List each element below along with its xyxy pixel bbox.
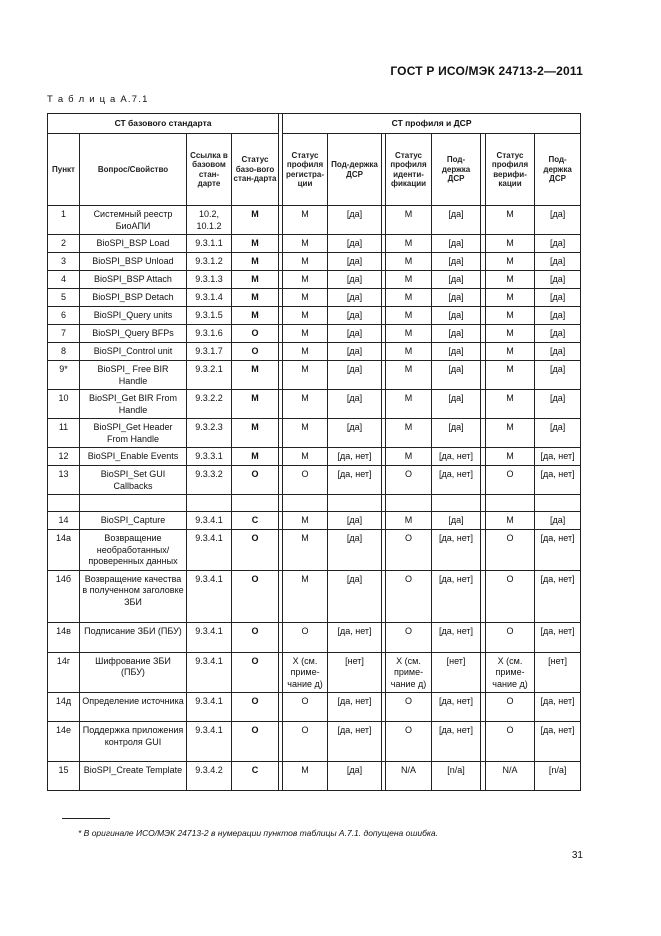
cell-item: 3 — [48, 253, 80, 271]
cell-question: BioSPI_Get BIR From Handle — [80, 390, 187, 419]
cell-registration-support: [да] — [328, 235, 382, 253]
column-header-row — [48, 134, 581, 206]
cell-question: BioSPI_BSP Unload — [80, 253, 187, 271]
cell-identification-support: [да, нет] — [432, 693, 481, 722]
cell-item: 9* — [48, 361, 80, 390]
table-row — [48, 652, 581, 693]
cell-verification-support: [n/a] — [535, 762, 581, 791]
cell-identification-status: M — [386, 343, 432, 361]
cell-question: BioSPI_Query units — [80, 307, 187, 325]
cell-registration-support — [328, 495, 382, 512]
cell-base-status: M — [232, 448, 279, 466]
cell-verification-status: M — [486, 253, 535, 271]
table-row — [48, 466, 581, 495]
cell-registration-support: [да] — [328, 271, 382, 289]
cell-registration-status: M — [283, 419, 328, 448]
cell-registration-support: [да] — [328, 390, 382, 419]
cell-registration-support: [да] — [328, 419, 382, 448]
cell-verification-support: [да, нет] — [535, 448, 581, 466]
cell-item: 13 — [48, 466, 80, 495]
cell-identification-support: [да, нет] — [432, 622, 481, 652]
cell-identification-support — [432, 495, 481, 512]
cell-registration-support: [да] — [328, 512, 382, 530]
cell-registration-support: [да, нет] — [328, 693, 382, 722]
cell-identification-status — [386, 495, 432, 512]
cell-reference: 9.3.1.5 — [187, 307, 232, 325]
cell-reference: 9.3.4.1 — [187, 693, 232, 722]
cell-item: 14е — [48, 722, 80, 762]
cell-identification-support: [да] — [432, 206, 481, 235]
footnote-rule — [62, 818, 110, 819]
cell-question: BioSPI_BSP Detach — [80, 289, 187, 307]
cell-item: 12 — [48, 448, 80, 466]
cell-base-status: M — [232, 289, 279, 307]
table-row — [48, 271, 581, 289]
cell-registration-support: [да, нет] — [328, 448, 382, 466]
cell-registration-status: M — [283, 361, 328, 390]
cell-identification-support: [да, нет] — [432, 722, 481, 762]
cell-identification-support: [да] — [432, 419, 481, 448]
cell-base-status: M — [232, 419, 279, 448]
table-row — [48, 253, 581, 271]
cell-identification-support: [да] — [432, 325, 481, 343]
cell-registration-status: M — [283, 206, 328, 235]
cell-item: 4 — [48, 271, 80, 289]
cell-identification-support: [да, нет] — [432, 530, 481, 571]
cell-question: BioSPI_BSP Load — [80, 235, 187, 253]
cell-identification-support: [да, нет] — [432, 466, 481, 495]
cell-item: 14г — [48, 652, 80, 693]
cell-verification-support: [да] — [535, 206, 581, 235]
cell-identification-status: M — [386, 271, 432, 289]
cell-verification-status: O — [486, 530, 535, 571]
cell-verification-support: [да] — [535, 419, 581, 448]
cell-identification-support: [да] — [432, 390, 481, 419]
cell-verification-status: O — [486, 622, 535, 652]
table-row — [48, 693, 581, 722]
cell-identification-status: O — [386, 530, 432, 571]
cell-registration-status: O — [283, 466, 328, 495]
cell-identification-status: M — [386, 235, 432, 253]
group-header-row — [48, 114, 581, 134]
cell-verification-support: [да] — [535, 253, 581, 271]
table-row — [48, 206, 581, 235]
cell-reference: 9.3.4.1 — [187, 622, 232, 652]
cell-reference: 9.3.3.2 — [187, 466, 232, 495]
cell-reference: 9.3.4.1 — [187, 530, 232, 571]
cell-identification-status: M — [386, 307, 432, 325]
cell-verification-support — [535, 495, 581, 512]
cell-question: BioSPI_Get Header From Handle — [80, 419, 187, 448]
cell-item: 14а — [48, 530, 80, 571]
cell-item: 5 — [48, 289, 80, 307]
cell-item: 2 — [48, 235, 80, 253]
cell-item: 6 — [48, 307, 80, 325]
cell-identification-status: N/A — [386, 762, 432, 791]
cell-base-status: C — [232, 512, 279, 530]
col-header-registration-support: Под-держка ДСР — [328, 134, 382, 206]
table-row — [48, 495, 581, 512]
cell-identification-status: M — [386, 419, 432, 448]
cell-identification-status: X (см. приме-чание д) — [386, 652, 432, 693]
cell-registration-status: M — [283, 570, 328, 622]
cell-registration-support: [да] — [328, 289, 382, 307]
table-row — [48, 343, 581, 361]
cell-item: 14б — [48, 570, 80, 622]
cell-question: BioSPI_ Free BIR Handle — [80, 361, 187, 390]
cell-verification-support: [да, нет] — [535, 693, 581, 722]
conformance-table — [47, 113, 581, 791]
cell-verification-status: M — [486, 206, 535, 235]
cell-verification-status: M — [486, 325, 535, 343]
cell-question: Поддержка приложения контроля GUI — [80, 722, 187, 762]
cell-registration-support: [да] — [328, 762, 382, 791]
cell-verification-status: M — [486, 343, 535, 361]
col-header-identification-status: Статус профиля иденти-фикации — [386, 134, 432, 206]
cell-verification-support: [да, нет] — [535, 622, 581, 652]
table-row — [48, 530, 581, 571]
cell-verification-status — [486, 495, 535, 512]
table-row — [48, 361, 581, 390]
cell-identification-status: M — [386, 206, 432, 235]
table-row — [48, 570, 581, 622]
cell-base-status: O — [232, 622, 279, 652]
table-row — [48, 289, 581, 307]
cell-registration-status: M — [283, 235, 328, 253]
cell-base-status: O — [232, 722, 279, 762]
cell-identification-status: M — [386, 390, 432, 419]
cell-verification-status: M — [486, 271, 535, 289]
cell-reference: 9.3.1.7 — [187, 343, 232, 361]
cell-verification-status: M — [486, 419, 535, 448]
cell-question: BioSPI_Create Template — [80, 762, 187, 791]
cell-verification-status: O — [486, 466, 535, 495]
cell-identification-status: O — [386, 693, 432, 722]
col-header-registration-status: Статус профиля регистра-ции — [283, 134, 328, 206]
cell-reference: 9.3.1.4 — [187, 289, 232, 307]
cell-identification-support: [да] — [432, 289, 481, 307]
cell-verification-status: M — [486, 235, 535, 253]
cell-registration-status: M — [283, 307, 328, 325]
cell-registration-support: [да] — [328, 530, 382, 571]
cell-verification-support: [да, нет] — [535, 570, 581, 622]
cell-registration-support: [да] — [328, 361, 382, 390]
cell-verification-status: M — [486, 512, 535, 530]
cell-verification-support: [да] — [535, 235, 581, 253]
cell-question: Шифрование ЗБИ (ПБУ) — [80, 652, 187, 693]
cell-registration-status: M — [283, 762, 328, 791]
cell-question: BioSPI_Control unit — [80, 343, 187, 361]
cell-base-status: O — [232, 325, 279, 343]
cell-registration-status: M — [283, 253, 328, 271]
cell-verification-support: [да] — [535, 343, 581, 361]
page-number: 31 — [571, 850, 583, 861]
cell-verification-status: X (см. приме-чание д) — [486, 652, 535, 693]
cell-identification-support: [да, нет] — [432, 570, 481, 622]
table-row — [48, 419, 581, 448]
cell-verification-support: [да] — [535, 390, 581, 419]
cell-registration-status: M — [283, 530, 328, 571]
cell-verification-status: N/A — [486, 762, 535, 791]
cell-reference: 9.3.4.1 — [187, 512, 232, 530]
col-header-verification-status: Статус профиля верифи-кации — [486, 134, 535, 206]
cell-reference: 9.3.2.3 — [187, 419, 232, 448]
cell-verification-support: [да] — [535, 271, 581, 289]
cell-base-status: O — [232, 466, 279, 495]
cell-registration-status: O — [283, 693, 328, 722]
cell-registration-status: M — [283, 448, 328, 466]
cell-identification-status: M — [386, 325, 432, 343]
cell-base-status: M — [232, 307, 279, 325]
cell-item: 11 — [48, 419, 80, 448]
cell-question: BioSPI_Capture — [80, 512, 187, 530]
cell-verification-status: M — [486, 448, 535, 466]
cell-base-status: O — [232, 530, 279, 571]
cell-registration-status: M — [283, 271, 328, 289]
table-caption: Т а б л и ц а А.7.1 — [47, 94, 149, 105]
cell-registration-status: M — [283, 343, 328, 361]
cell-verification-support: [да] — [535, 361, 581, 390]
cell-identification-support: [да, нет] — [432, 448, 481, 466]
cell-identification-support: [да] — [432, 343, 481, 361]
cell-verification-support: [да] — [535, 289, 581, 307]
cell-reference: 9.3.2.1 — [187, 361, 232, 390]
cell-identification-status: M — [386, 448, 432, 466]
cell-identification-support: [нет] — [432, 652, 481, 693]
cell-question — [80, 495, 187, 512]
cell-registration-support: [нет] — [328, 652, 382, 693]
cell-reference: 9.3.4.1 — [187, 652, 232, 693]
cell-identification-support: [да] — [432, 512, 481, 530]
cell-identification-status: M — [386, 289, 432, 307]
cell-registration-support: [да, нет] — [328, 722, 382, 762]
cell-registration-support: [да] — [328, 570, 382, 622]
cell-identification-support: [да] — [432, 235, 481, 253]
cell-registration-status: M — [283, 512, 328, 530]
cell-base-status: M — [232, 235, 279, 253]
cell-reference: 9.3.1.3 — [187, 271, 232, 289]
cell-identification-support: [да] — [432, 307, 481, 325]
col-header-reference: Ссылка в базовом стан-дарте — [187, 134, 232, 206]
cell-question: Определение источника — [80, 693, 187, 722]
cell-verification-status: O — [486, 570, 535, 622]
col-header-question: Вопрос/Свойство — [80, 134, 187, 206]
cell-reference: 9.3.4.2 — [187, 762, 232, 791]
cell-registration-status: O — [283, 722, 328, 762]
cell-registration-support: [да] — [328, 206, 382, 235]
cell-base-status: O — [232, 343, 279, 361]
cell-reference: 9.3.1.2 — [187, 253, 232, 271]
table-row — [48, 512, 581, 530]
cell-verification-status: M — [486, 390, 535, 419]
cell-identification-support: [n/a] — [432, 762, 481, 791]
cell-registration-status — [283, 495, 328, 512]
cell-item: 14в — [48, 622, 80, 652]
table-row — [48, 762, 581, 791]
cell-identification-status: M — [386, 361, 432, 390]
cell-question: BioSPI_Query BFPs — [80, 325, 187, 343]
cell-identification-support: [да] — [432, 361, 481, 390]
cell-registration-status: M — [283, 325, 328, 343]
cell-registration-status: O — [283, 622, 328, 652]
col-header-identification-support: Под-держка ДСР — [432, 134, 481, 206]
col-header-verification-support: Под-держка ДСР — [535, 134, 581, 206]
cell-question: Системный реестр БиоАПИ — [80, 206, 187, 235]
cell-verification-support: [нет] — [535, 652, 581, 693]
cell-item: 10 — [48, 390, 80, 419]
cell-base-status: O — [232, 652, 279, 693]
cell-reference — [187, 495, 232, 512]
cell-question: Подписание ЗБИ (ПБУ) — [80, 622, 187, 652]
cell-base-status: O — [232, 693, 279, 722]
cell-reference: 9.3.4.1 — [187, 722, 232, 762]
cell-reference: 9.3.3.1 — [187, 448, 232, 466]
cell-question: BioSPI_Enable Events — [80, 448, 187, 466]
cell-verification-support: [да] — [535, 512, 581, 530]
cell-base-status: C — [232, 762, 279, 791]
cell-verification-status: O — [486, 693, 535, 722]
cell-registration-support: [да] — [328, 343, 382, 361]
cell-registration-support: [да, нет] — [328, 466, 382, 495]
cell-registration-status: M — [283, 289, 328, 307]
cell-question: Возвращение качества в полученном заголовке ЗБИ — [80, 570, 187, 622]
footnote: * В оригинале ИСО/МЭК 24713-2 в нумерации пунктов таблицы А.7.1. допущена ошибка. — [78, 828, 438, 838]
table-row — [48, 307, 581, 325]
cell-identification-status: M — [386, 253, 432, 271]
cell-identification-status: O — [386, 622, 432, 652]
group-profile-and-dsr: СТ профиля и ДСР — [283, 114, 581, 134]
cell-verification-support: [да, нет] — [535, 722, 581, 762]
col-header-item: Пункт — [48, 134, 80, 206]
cell-item: 15 — [48, 762, 80, 791]
cell-base-status — [232, 495, 279, 512]
cell-verification-support: [да] — [535, 325, 581, 343]
cell-verification-support: [да, нет] — [535, 466, 581, 495]
cell-identification-status: O — [386, 570, 432, 622]
table-row — [48, 448, 581, 466]
cell-reference: 9.3.2.2 — [187, 390, 232, 419]
cell-registration-support: [да] — [328, 253, 382, 271]
cell-identification-status: O — [386, 466, 432, 495]
table-row — [48, 235, 581, 253]
cell-verification-status: M — [486, 289, 535, 307]
cell-base-status: M — [232, 271, 279, 289]
cell-identification-status: M — [386, 512, 432, 530]
cell-base-status: M — [232, 206, 279, 235]
cell-verification-status: M — [486, 361, 535, 390]
cell-reference: 9.3.4.1 — [187, 570, 232, 622]
cell-item: 14д — [48, 693, 80, 722]
cell-question: Возвращение необработанных/ проверенных данных — [80, 530, 187, 571]
group-base-standard: СТ базового стандарта — [48, 114, 279, 134]
document-standard-header: ГОСТ Р ИСО/МЭК 24713-2—2011 — [390, 64, 583, 78]
cell-reference: 9.3.1.1 — [187, 235, 232, 253]
table-row — [48, 325, 581, 343]
col-header-base-status: Статус базо-вого стан-дарта — [232, 134, 279, 206]
cell-base-status: M — [232, 390, 279, 419]
cell-registration-status: X (см. приме-чание д) — [283, 652, 328, 693]
cell-registration-support: [да] — [328, 307, 382, 325]
table-row — [48, 622, 581, 652]
cell-item — [48, 495, 80, 512]
cell-item: 14 — [48, 512, 80, 530]
cell-verification-support: [да] — [535, 307, 581, 325]
table-row — [48, 390, 581, 419]
cell-reference: 9.3.1.6 — [187, 325, 232, 343]
cell-item: 1 — [48, 206, 80, 235]
cell-verification-support: [да, нет] — [535, 530, 581, 571]
cell-base-status: M — [232, 361, 279, 390]
cell-registration-support: [да] — [328, 325, 382, 343]
cell-reference: 10.2, 10.1.2 — [187, 206, 232, 235]
cell-verification-status: O — [486, 722, 535, 762]
cell-identification-support: [да] — [432, 253, 481, 271]
cell-item: 8 — [48, 343, 80, 361]
cell-item: 7 — [48, 325, 80, 343]
cell-question: BioSPI_BSP Attach — [80, 271, 187, 289]
cell-verification-status: M — [486, 307, 535, 325]
cell-identification-support: [да] — [432, 271, 481, 289]
cell-base-status: O — [232, 570, 279, 622]
table-row — [48, 722, 581, 762]
cell-base-status: M — [232, 253, 279, 271]
cell-registration-support: [да, нет] — [328, 622, 382, 652]
cell-registration-status: M — [283, 390, 328, 419]
cell-question: BioSPI_Set GUI Callbacks — [80, 466, 187, 495]
cell-identification-status: O — [386, 722, 432, 762]
